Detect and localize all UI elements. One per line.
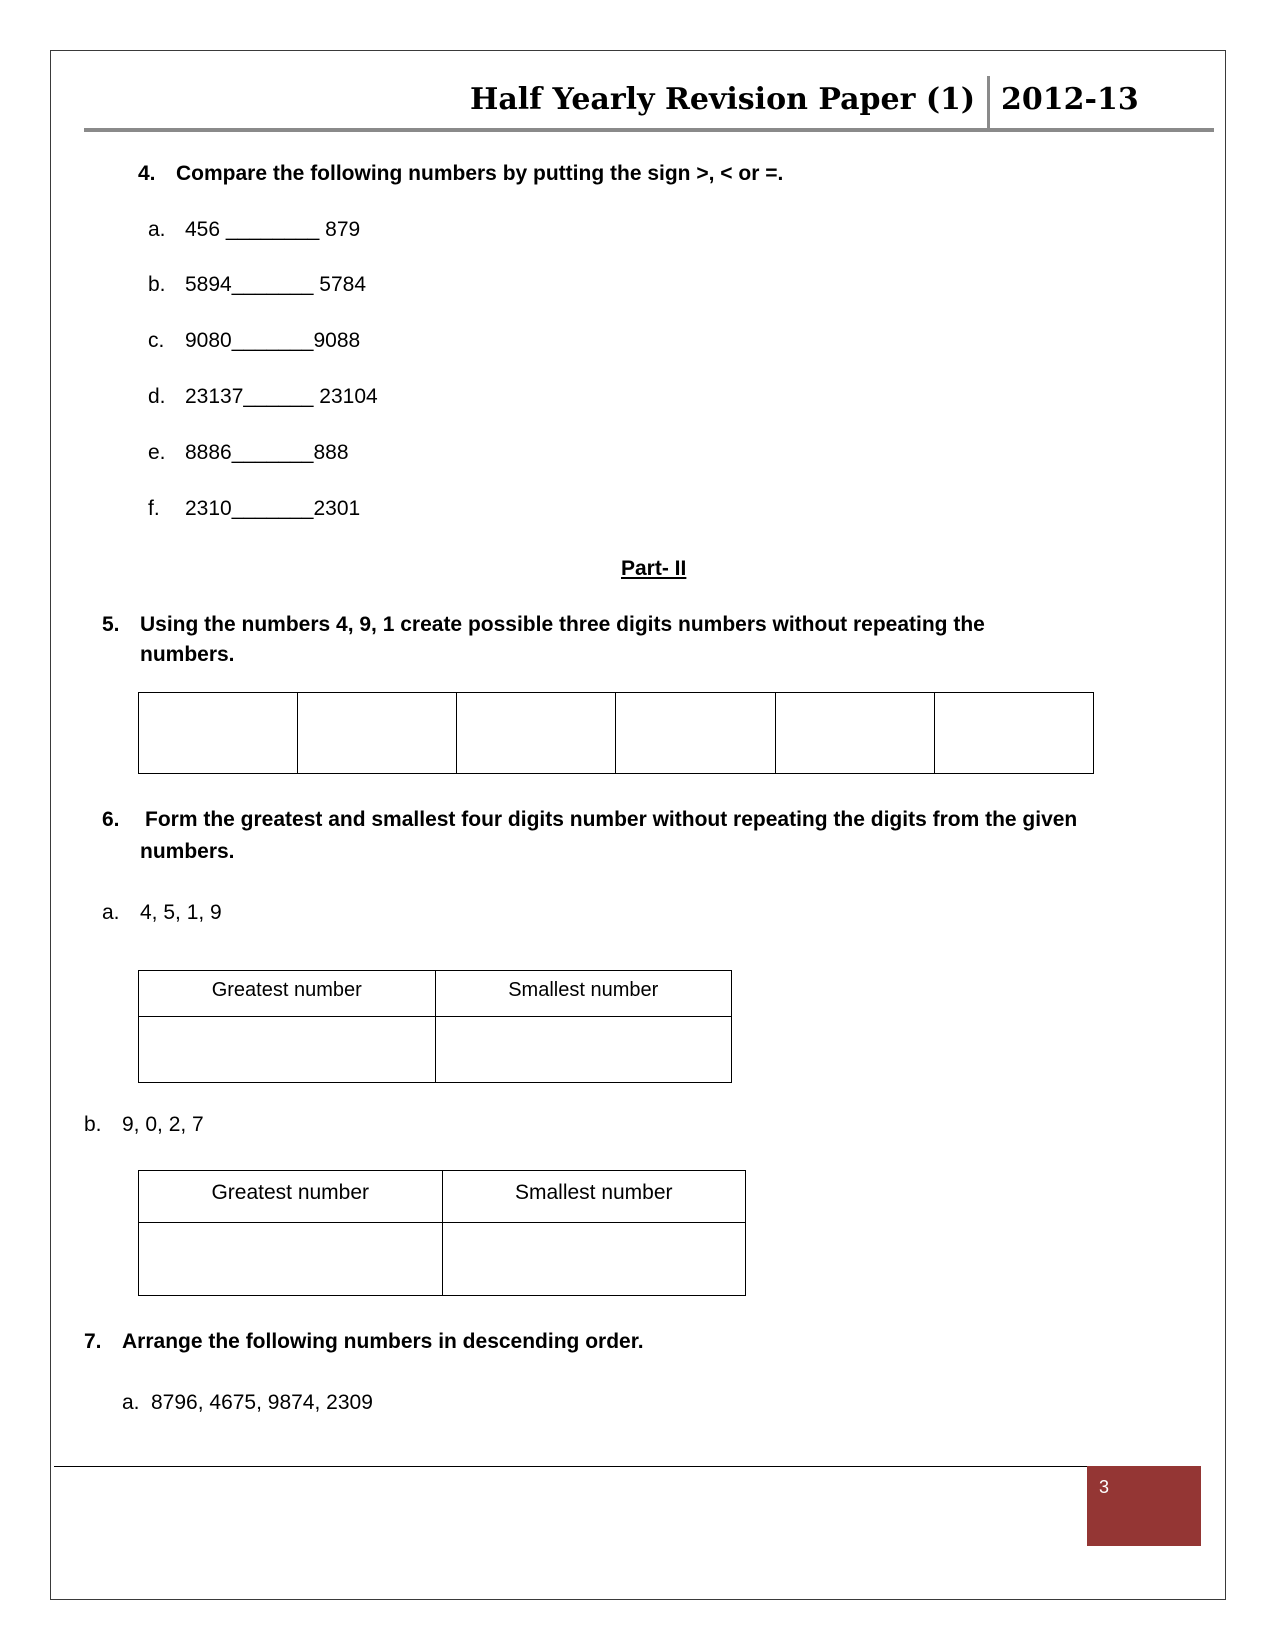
q4-item-e-letter: e. xyxy=(148,441,166,464)
header-divider xyxy=(987,76,990,130)
q4-item-b-letter: b. xyxy=(148,273,166,296)
q6b-smallest-answer[interactable] xyxy=(442,1223,746,1296)
q4-item-c: 9080_______9088 xyxy=(185,329,361,352)
q5-number: 5. xyxy=(102,613,120,636)
q5-answer-cell[interactable] xyxy=(775,693,934,774)
q4-item-a: 456 ________ 879 xyxy=(185,218,361,241)
footer-rule xyxy=(54,1466,1088,1467)
q4-item-e: 8886_______888 xyxy=(185,441,349,464)
q6a-letter: a. xyxy=(102,901,120,924)
q4-item-d-letter: d. xyxy=(148,385,166,408)
q5-answer-cell[interactable] xyxy=(616,693,775,774)
q6-prompt-line2: numbers. xyxy=(140,840,235,863)
q7-number: 7. xyxy=(84,1330,102,1353)
q5-answer-cell[interactable] xyxy=(298,693,457,774)
q6a-greatest-answer[interactable] xyxy=(139,1017,436,1083)
q4-item-d: 23137______ 23104 xyxy=(185,385,378,408)
part-heading: Part- II xyxy=(621,557,687,580)
q5-answer-grid xyxy=(138,692,1094,774)
page-number: 3 xyxy=(1099,1477,1110,1497)
q6a-smallest-answer[interactable] xyxy=(435,1017,732,1083)
q6a-smallest-header: Smallest number xyxy=(435,971,732,1017)
q4-item-f-letter: f. xyxy=(148,497,160,520)
q5-prompt-line2: numbers. xyxy=(140,643,235,666)
q6b-greatest-answer[interactable] xyxy=(139,1223,443,1296)
q6b-greatest-header: Greatest number xyxy=(139,1171,443,1223)
q7-prompt: Arrange the following numbers in descending order. xyxy=(122,1330,644,1353)
q6a-digits: 4, 5, 1, 9 xyxy=(140,901,222,924)
q6b-answer-table xyxy=(138,1170,746,1296)
header-rule xyxy=(84,128,1214,132)
q6b-letter: b. xyxy=(84,1113,102,1136)
q4-item-f: 2310_______2301 xyxy=(185,497,361,520)
q4-number: 4. xyxy=(138,162,156,185)
q4-item-c-letter: c. xyxy=(148,329,165,352)
q6-number: 6. xyxy=(102,808,120,831)
q6b-digits: 9, 0, 2, 7 xyxy=(122,1113,204,1136)
q4-item-a-letter: a. xyxy=(148,218,166,241)
q6a-greatest-header: Greatest number xyxy=(139,971,436,1017)
q5-answer-cell[interactable] xyxy=(457,693,616,774)
q4-prompt: Compare the following numbers by putting the sign >, < or =. xyxy=(176,162,784,185)
q6a-answer-table xyxy=(138,970,732,1083)
q5-answer-cell[interactable] xyxy=(934,693,1093,774)
paper-title: Half Yearly Revision Paper (1) xyxy=(470,82,976,117)
q4-item-b: 5894_______ 5784 xyxy=(185,273,367,296)
q5-answer-cell[interactable] xyxy=(139,693,298,774)
q6b-smallest-header: Smallest number xyxy=(442,1171,746,1223)
q7a-numbers: 8796, 4675, 9874, 2309 xyxy=(151,1391,373,1414)
q7a-letter: a. xyxy=(122,1391,140,1414)
q6-prompt-line1: Form the greatest and smallest four digits number without repeating the digits from the given xyxy=(145,808,1078,831)
q5-prompt-line1: Using the numbers 4, 9, 1 create possible three digits numbers without repeating the xyxy=(140,613,985,636)
paper-year: 2012-13 xyxy=(1001,82,1139,117)
